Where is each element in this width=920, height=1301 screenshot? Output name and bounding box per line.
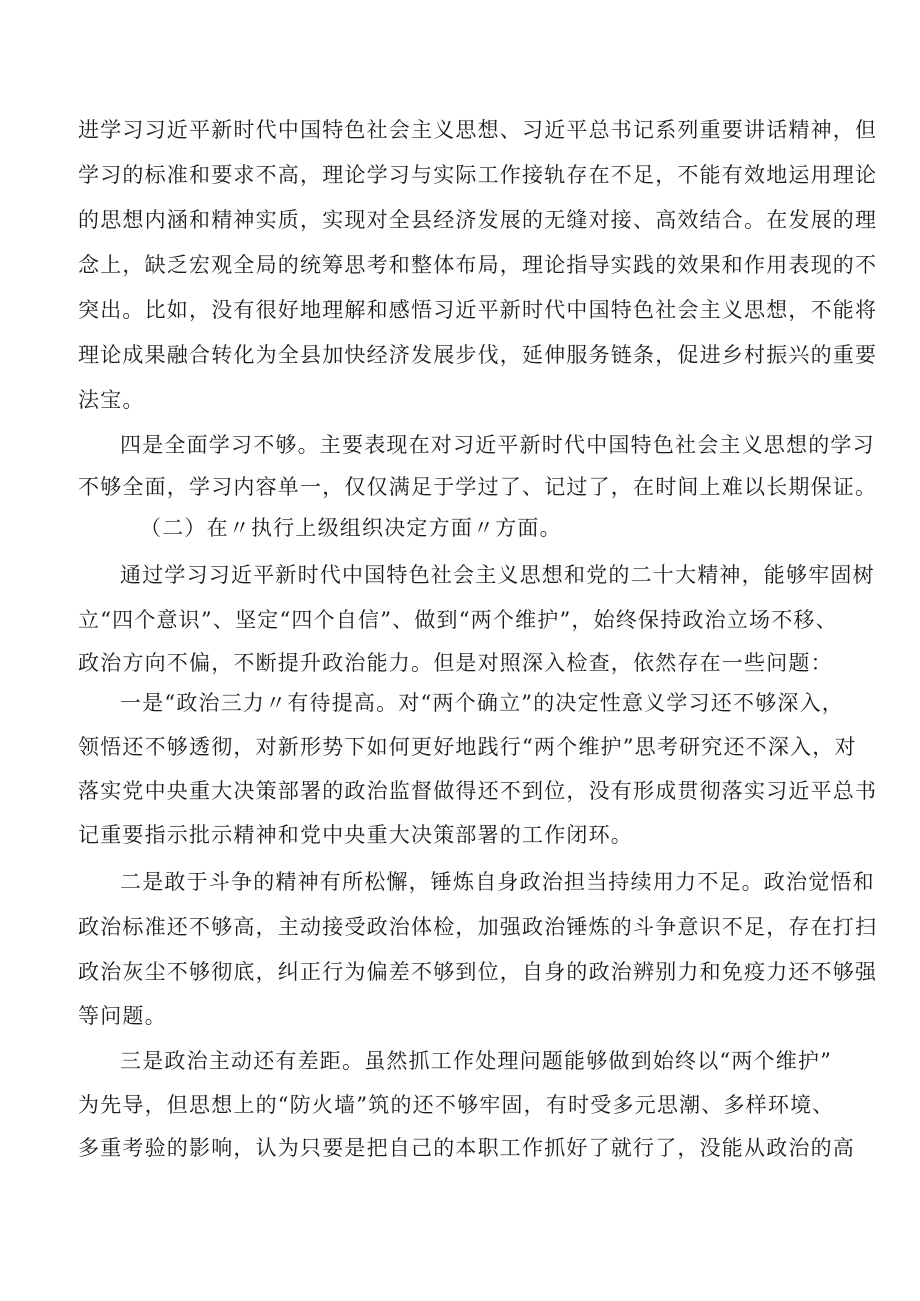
paragraph-line: 念上，缺乏宏观全局的统筹思考和整体布局，理论指导实践的效果和作用表现的不: [78, 253, 878, 277]
paragraph-line: 领悟还不够透彻，对新形势下如何更好地践行“两个维护”思考研究还不深入，对: [78, 735, 857, 759]
paragraph-line: 学习的标准和要求不高，理论学习与实际工作接轨存在不足，不能有效地运用理论: [78, 163, 878, 187]
paragraph-line: 记重要指示批示精神和党中央重大决策部署的工作闭环。: [78, 823, 633, 847]
section-heading: （二）在〃执行上级组织决定方面〃方面。: [140, 516, 562, 540]
paragraph-line: 立“四个意识”、坚定“四个自信”、做到“两个维护”，始终保持政治立场不移、: [78, 608, 838, 632]
paragraph-line: 进学习习近平新时代中国特色社会主义思想、习近平总书记系列重要讲话精神，但: [78, 118, 878, 142]
paragraph-line: 四是全面学习不够。主要表现在对习近平新时代中国特色社会主义思想的学习: [120, 433, 875, 457]
paragraph-line: 不够全面，学习内容单一，仅仅满足于学过了、记过了，在时间上难以长期保证。: [78, 475, 878, 499]
paragraph-line: 政治标准还不够高，主动接受政治体检，加强政治锤炼的斗争意识不足，存在打扫: [78, 915, 878, 939]
paragraph-line: 落实党中央重大决策部署的政治监督做得还不到位，没有形成贯彻落实习近平总书: [78, 779, 878, 803]
paragraph-line: 的思想内涵和精神实质，实现对全县经济发展的无缝对接、高效结合。在发展的理: [78, 208, 878, 232]
paragraph-line: 等问题。: [78, 1004, 167, 1028]
paragraph-line: 理论成果融合转化为全县加快经济发展步伐，延伸服务链条，促进乡村振兴的重要: [78, 343, 878, 367]
paragraph-line: 通过学习习近平新时代中国特色社会主义思想和党的二十大精神，能够牢固树: [120, 563, 875, 587]
paragraph-line: 政治方向不偏，不断提升政治能力。但是对照深入检查，依然存在一些问题：: [78, 651, 833, 675]
paragraph-line: 三是政治主动还有差距。虽然抓工作处理问题能够做到始终以“两个维护”: [120, 1049, 833, 1073]
paragraph-line: 突出。比如，没有很好地理解和感悟习近平新时代中国特色社会主义思想，不能将: [78, 298, 878, 322]
paragraph-line: 多重考验的影响，认为只要是把自己的本职工作抓好了就行了，没能从政治的高: [78, 1136, 855, 1160]
paragraph-line: 一是“政治三力〃有待提高。对“两个确立”的决定性意义学习还不够深入，: [120, 691, 845, 715]
paragraph-line: 政治灰尘不够彻底，纠正行为偏差不够到位，自身的政治辨别力和免疫力还不够强: [78, 960, 878, 984]
paragraph-line: 法宝。: [78, 388, 145, 412]
paragraph-line: 为先导，但思想上的“防火墙”筑的还不够牢固，有时受多元思潮、多样环境、: [78, 1093, 835, 1117]
paragraph-line: 二是敢于斗争的精神有所松懈，锤炼自身政治担当持续用力不足。政治觉悟和: [120, 870, 875, 894]
